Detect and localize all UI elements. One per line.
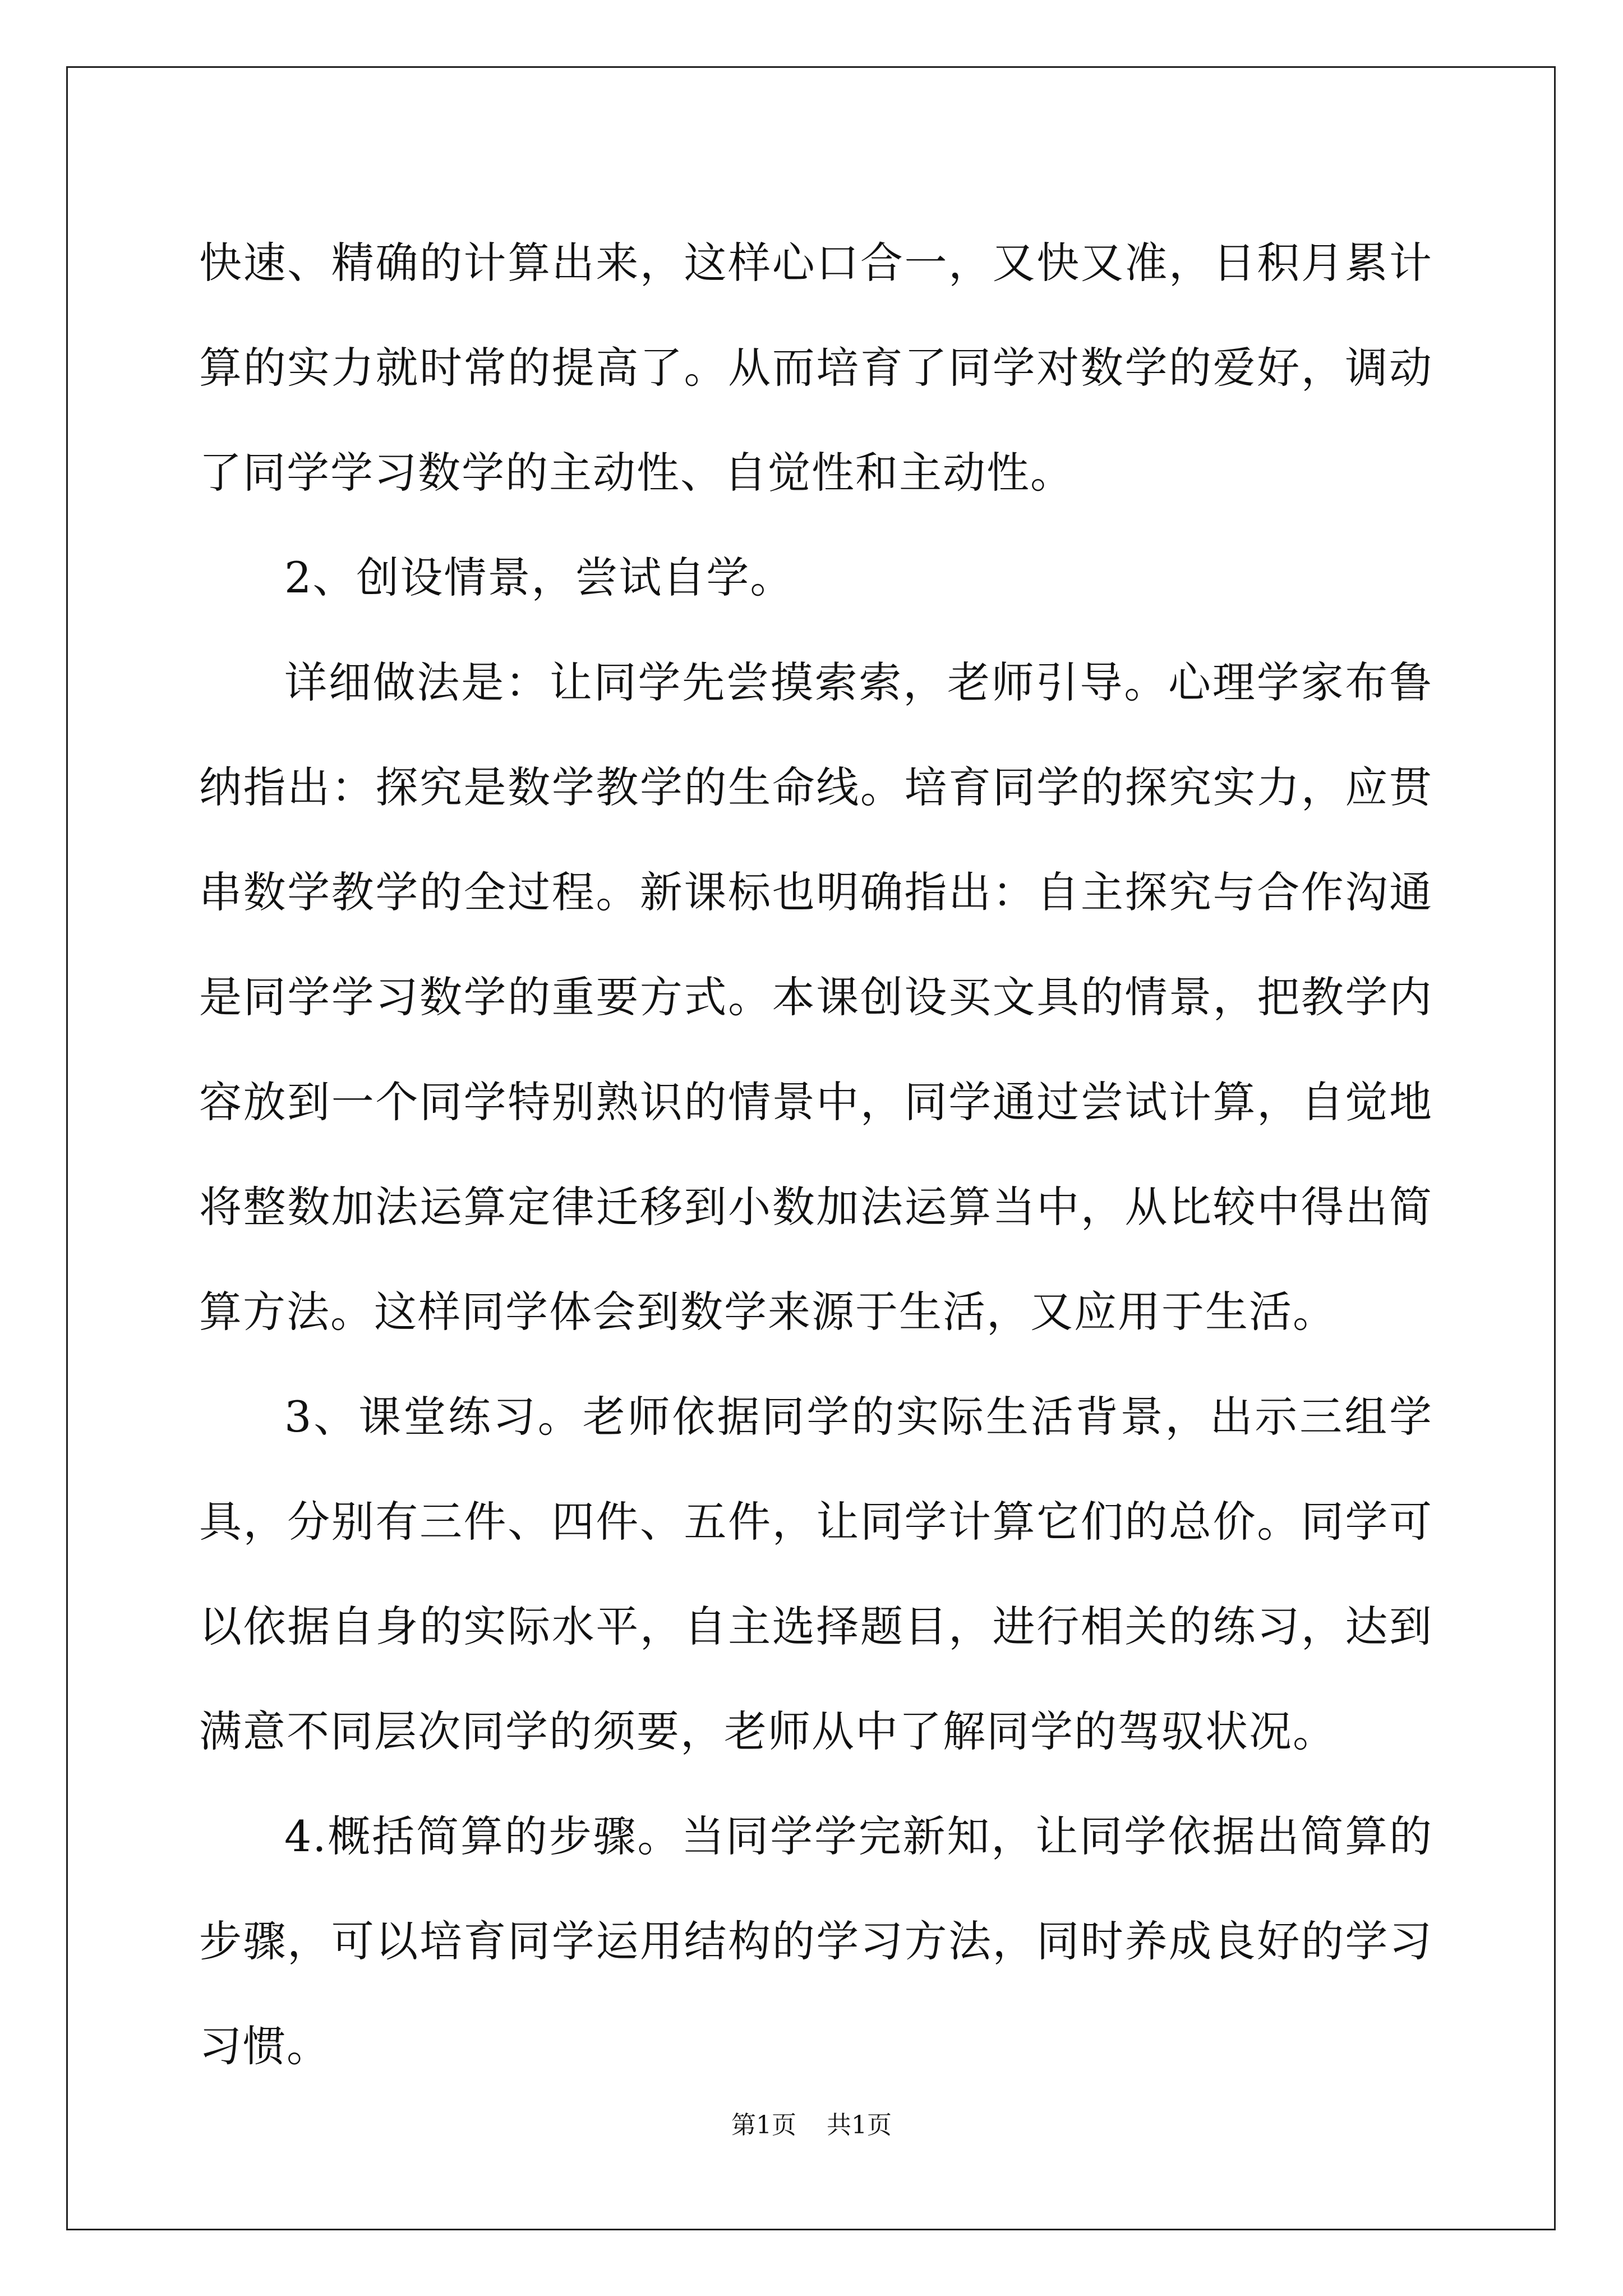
paragraph-3: 详细做法是：让同学先尝摸索索，老师引导。心理学家布鲁纳指出：探究是数学教学的生命线。培育同学的探究实力，应贯串数学教学的全过程。新课标也明确指出：自主探究与合作沟通是同学学习数学的重要方式。本课创设买文具的情景，把教学内容放到一个同学特别熟识的情景中，同学通过尝试计算，自觉地将整数加法运算定律迁移到小数加法运算当中，从比较中得出简算方法。这样同学体会到数学来源于生活，又应用于生活。 bbox=[199, 657, 1433, 1337]
document-body bbox=[199, 210, 1433, 2099]
page-number-current: 第1页 bbox=[731, 2111, 796, 2139]
paragraph-5: 4.概括简算的步骤。当同学学完新知，让同学依据出简算的步骤，可以培育同学运用结构的学习方法，同时养成良好的学习习惯。 bbox=[199, 1811, 1433, 2071]
page-footer bbox=[0, 2105, 1623, 2141]
paragraph-2: 2、创设情景，尝试自学。 bbox=[284, 553, 794, 602]
paragraph-1: 快速、精确的计算出来，这样心口合一，又快又准，日积月累计算的实力就时常的提高了。从而培育了同学对数学的爱好，调动了同学学习数学的主动性、自觉性和主动性。 bbox=[199, 238, 1433, 498]
page-number-total: 共1页 bbox=[827, 2111, 892, 2139]
paragraph-4: 3、课堂练习。老师依据同学的实际生活背景，出示三组学具，分别有三件、四件、五件，让同学计算它们的总价。同学可以依据自身的实际水平，自主选择题目，进行相关的练习，达到满意不同层次同学的须要，老师从中了解同学的驾驭状况。 bbox=[199, 1392, 1433, 1756]
